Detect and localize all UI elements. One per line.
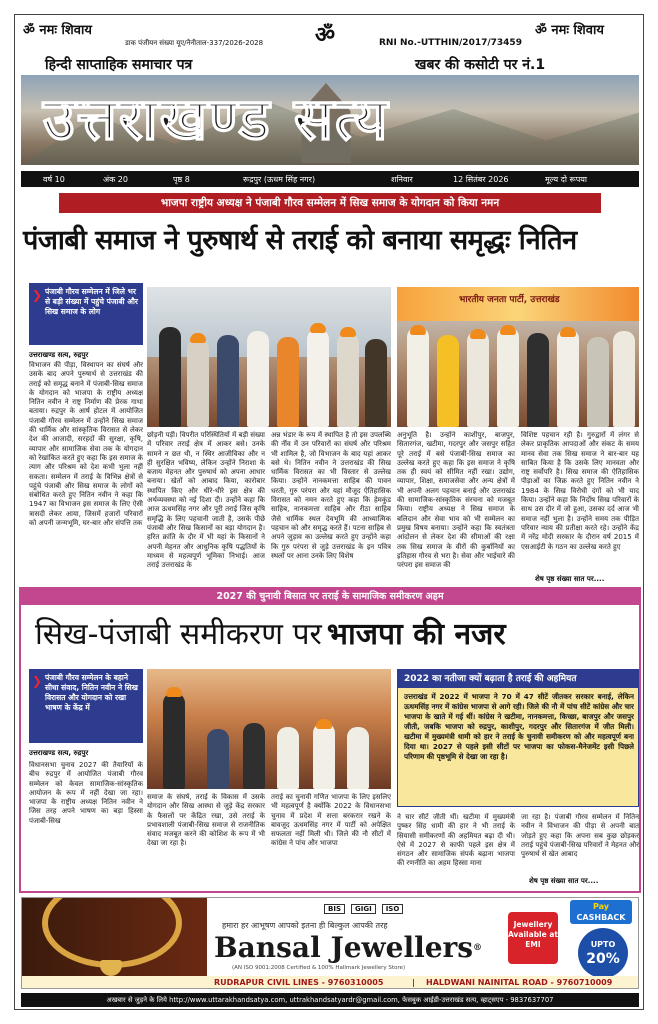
tagline-left: हिन्दी साप्ताहिक समाचार पत्र [45,57,193,73]
info-date: 12 सितंबर 2026 [453,174,509,184]
ad-name [214,932,482,964]
turban [310,323,326,333]
info-price: मूल्य दो रूपया [545,174,587,184]
corner-right: ॐ नमः शिवाय [535,23,604,38]
turban [560,327,576,337]
person [247,331,269,427]
person [497,327,519,427]
chevron-right-icon: ❯ [32,674,43,688]
newspaper-page [14,14,644,1010]
story1-col1: विभाजन की पीड़ा, विस्थापन का संघर्ष और उसके बाद अपने पुरुषार्थ से उत्तराखंड की तराई को समृद्ध बनाने में पंजाबी-सिख समाज के योगदान को भाजपा के राष्ट्रीय अध्यक्ष नितिन नवीन ने राष्ट्र निर्माण की प्रेरक गाथा बताया। रुद्रपुर के आर्ष होटल में आयोजित पंजाबी गौरव सम्मेलन में उन्होंने सिख समाज की धार्मिक और सांस्कृतिक विरासत से लेकर देश की आजादी, सरहदों की सुरक्षा, कृषि, व्यापार और सामाजिक सेवा तक के योगदान को रेखांकित करते हुए कहा कि इस समाज के त्याग और परिश्रम को देश कभी भुला नहीं सकता। सम्मेलन में तराई के विभिन्न क्षेत्रों से पहुंचे पंजाबी और सिख समाज के लोगों को संबोधित करते हुए नितिन नवीन ने कहा कि 1947 का विभाजन इस समाज के लिए ऐसी त्रासदी लेकर आया, जिसमें हजारों परिवारों को अपनी जन्मभूमि, घर-बार और संपत्ति तक [29,361,143,528]
results-box-title-bar [398,670,638,688]
story1-col2: छोड़नी पड़ी। विपरीत परिस्थितियों में बड़ी संख्या में परिवार तराई क्षेत्र में आकर बसे। उनके सामने न छत थी, न स्थिर आजीविका और न ही सुरक्षित भविष्य, लेकिन उन्होंने निराशा के बजाय मेहनत और पुरुषार्थ को अपना आधार बनाया। खेतों को आबाद किया, कारोबार स्थापित किए और धीरे-धीरे इस क्षेत्र की अर्थव्यवस्था को नई दिशा दी। उन्होंने कहा कि आज ऊधमसिंह नगर और पूरी तराई जिस कृषि समृद्धि के लिए पहचानी जाती है, उसके पीछे पंजाबी और सिख किसानों का बड़ा योगदान है। हरित क्रांति के दौर में भी यहां के किसानों ने अपनी मेहनत और आधुनिक कृषि पद्धतियों के माध्यम से महत्वपूर्ण भूमिका निभाई। आज तराई उत्तराखंड के [147,431,265,570]
postal-reg: डाक पंजीयन संख्या यूए/नैनीताल-337/2026-2028 [125,39,264,47]
discount-mid: 20% [586,951,620,967]
person [243,723,265,789]
om-symbol: ॐ [315,23,336,48]
ad-banner [21,897,639,989]
story1-continued: शेष पृष्ठ संख्या सात पर.... [535,575,605,583]
person [613,331,635,427]
story1-kicker [59,193,601,213]
corner-left: ॐ नमः शिवाय [23,23,92,38]
person [527,333,549,427]
ad-name-text: Bansal Jewellers [214,931,474,964]
cashback-mid: CASHBACK [576,913,626,922]
turban [316,719,332,729]
person [365,339,387,427]
turban [500,325,516,335]
story2-col3: तराई का चुनावी गणित भाजपा के लिए इसलिए भी महत्वपूर्ण है क्योंकि 2022 के विधानसभा चुनाव में प्रदेश में सत्ता बरकरार रखने के बावजूद ऊधमसिंह नगर में पार्टी को अपेक्षित सफलता नहीं मिली थी। जिले की नौ सीटों में कांग्रेस ने पांच और भाजपा [271,793,391,848]
info-issue: अंक 20 [103,174,128,184]
person [557,329,579,427]
story2-col1: विधानसभा चुनाव 2027 की तैयारियों के बीच रुद्रपुर में आयोजित पंजाबी गौरव सम्मेलन को केवल सामाजिक-सांस्कृतिक आयोजन के रूप में नहीं देखा जा रहा। भाजपा के राष्ट्रीय अध्यक्ष नितिन नवीन ने जिस तरह अपने भाषण का बड़ा हिस्सा पंजाबी-सिख [29,761,143,825]
person [467,331,489,427]
footer-bar [21,993,639,1007]
info-place: रूद्रपुर (ऊधम सिंह नगर) [243,174,316,184]
ad-logos [324,904,403,914]
ad-certs: (AN ISO 9001:2008 Certified & 100% Hallmark Jewellery Store) [232,965,406,971]
story2-headline-bold: भाजपा की नजर [326,617,506,652]
person [277,337,299,427]
person [337,333,359,427]
story2-headline [35,609,635,661]
necklace-pendant [100,960,122,976]
emi-badge-text: Jewellery Available at EMI [508,920,558,949]
person [307,329,329,427]
story2-sidebox [29,669,143,743]
person [163,693,185,789]
story2-headline-light: सिख-पंजाबी समीकरण पर [35,617,322,652]
story2-continued: शेष पृष्ठ संख्या सात पर.... [529,877,599,885]
story2-col4: ने चार सीटें जीती थीं। खटीमा में मुख्यमंत्री पुष्कर सिंह धामी की हार ने भी तराई के सियासी समीकरणों की अहमियत बढ़ा दी थी। ऐसे में 2027 से काफी पहले इस क्षेत्र में संगठन और सामाजिक संपर्क बढ़ाना भाजपा की रणनीति का अहम हिस्सा माना [397,813,515,868]
story1-sidebox [29,283,143,345]
person [277,727,299,789]
person [217,335,239,427]
discount-badge [578,928,628,978]
story1-col5: विशिष्ट पहचान रही है। गुरुद्वारों में लंगर से लेकर प्राकृतिक आपदाओं और संकट के समय मानव सेवा तक सिख समाज ने बार-बार यह साबित किया है कि उसके लिए मानवता और राष्ट्र सर्वोपरि है। सिख समाज की ऐतिहासिक पीड़ाओं का जिक्र करते हुए नितिन नवीन ने 1984 के सिख विरोधी दंगों को भी याद किया। उन्होंने कहा कि निर्दोष सिख परिवारों के साथ उस दौर में जो हुआ, उसका दर्द आज भी समाज नहीं भुला है। उन्होंने समय तक पीड़ित परिवार न्याय की प्रतीक्षा करते रहे। उन्होंने केंद्र में नरेंद्र मोदी सरकार के दौरान वर्ष 2015 में एसआईटी के गठन का उल्लेख करते हुए [521,431,639,551]
story2-photo [147,669,391,789]
story2-kicker [21,589,639,605]
necklace-image [32,908,192,978]
person [347,727,369,789]
story1-sidebox-text: पंजाबी गौरव सम्मेलन में जिले भर से बड़ी संख्या में पहुंचे पंजाबी और सिख समाज के लोग [45,287,138,316]
results-box-text: उत्तराखंड में 2022 में भाजपा ने 70 में 47 सीटें जीतकर सरकार बनाई, लेकिन ऊधमसिंह नगर में कांग्रेस भाजपा से आगे रही। जिले की नौ में पांच सीटें कांग्रेस और चार भाजपा के खाते में गई थीं। कांग्रेस ने खटीमा, नानकमत्ता, किच्छा, बाजपुर और जसपुर जीती, जबकि भाजपा को रुद्रपुर, काशीपुर, गदरपुर और सितारगंज में जीत मिली। खटीमा में मुख्यमंत्री धामी को हार ने तराई के चुनावी समीकरण को और महत्वपूर्ण बना दिया था। 2027 से पहले इसी सीटों पर भाजपा का फोकस-मैनेजमेंट इसी पिछले परिणाम की पृष्ठभूमि से देखा जा रहा है। [404,692,634,761]
rni-number: RNI No.-UTTHIN/2017/73459 [379,38,522,48]
turban [190,333,206,343]
registered-mark: ® [473,943,483,953]
ad-address-bar [22,976,639,989]
address-left: RUDRAPUR CIVIL LINES - 9760310005 [214,978,384,987]
info-day: शनिवार [391,174,413,184]
person [159,327,181,427]
necklace-arc [42,897,182,968]
bjp-banner-text: भारतीय जनता पार्टी, उत्तराखंड [459,295,560,305]
turban [470,329,486,339]
person [407,327,429,427]
cashback-badge [570,900,632,924]
discount-top: UPTO [590,940,616,949]
info-pages: पृष्ठ 8 [173,174,190,184]
story1-headline: पंजाबी समाज ने पुरुषार्थ से तराई को बनाया समृद्धः नितिन [23,225,577,256]
address-right: HALDWANI NAINITAL ROAD - 9760710009 [426,978,613,987]
story1-photo-right [397,287,639,427]
footer-text: अखबार से जुड़ने के लिये http://www.uttarakhandsatya.com, uttrakhandsatyardr@gmail.com, फेसबुक आईडी-उत्तराखंड सत्य, व्हाट्सएप - 9837637707 [106,996,554,1004]
story1-dateline: उत्तराखण्ड सत्य, रुद्रपुर [29,351,89,359]
cashback-top: Pay [592,902,609,911]
person [437,335,459,427]
turban [166,687,182,697]
person [587,337,609,427]
turban [410,325,426,335]
story2-col2: समाज के संघर्ष, तराई के विकास में उसके योगदान और सिख आस्था से जुड़े केंद्र सरकार के फैसलों पर केंद्रित रखा, उसे तराई के प्रभावशाली पंजाबी-सिख समाज से राजनीतिक संवाद मजबूत करने की कोशिश के रूप में भी देखा जा रहा है। [147,793,265,848]
story1-photo-left [147,287,391,427]
turban [340,327,356,337]
ad-tagline: हमारा हर आभूषण आपको इतना ही बिल्कुल आपकी तरह [222,921,388,930]
person [187,339,209,427]
gigi-logo: GIGI [351,904,376,914]
info-bar [21,171,639,187]
info-year: वर्ष 10 [43,174,65,184]
address-separator: | [412,978,415,987]
story2-col5: जा रहा है। पंजाबी गौरव सम्मेलन में नितिन नवीन ने विभाजन की पीड़ा से अपनी बात जोड़ते हुए कहा कि अपना सब कुछ छोड़कर तराई पहुंचे पंजाबी-सिख परिवारों ने मेहनत और पुरुषार्थ से खेत आबाद [521,813,639,859]
results-box-title: 2022 का नतीजा क्यों बढ़ाता है तराई की अहमियत [404,674,577,684]
story2-dateline: उत्तराखण्ड सत्य, रुद्रपुर [29,749,89,757]
story1-kicker-text: भाजपा राष्ट्रीय अध्यक्ष ने पंजाबी गौरव सम्मेलन में सिख समाज के योगदान को किया नमन [160,197,500,209]
story1-col3: अन्न भंडार के रूप में स्थापित है तो इस उपलब्धि की नींव में उन परिवारों का संघर्ष और परिश्रम भी शामिल है, जो विभाजन के बाद यहां आकर बसे थे। नितिन नवीन ने उत्तराखंड की सिख धार्मिक विरासत का भी विस्तार से उल्लेख किया। उन्होंने नानकमत्ता साहिब की पावन धरती, गुरु परंपरा और यहां मौजूद ऐतिहासिक विरासत को नमन करते हुए कहा कि हेमकुंड साहिब, नानकमत्ता साहिब और रीठा साहिब जैसे धार्मिक स्थल देवभूमि की आध्यात्मिक पहचान को और समृद्ध करते हैं। पटना साहिब से अपने जुड़ाव का उल्लेख करते हुए उन्होंने कहा कि गुरु परंपरा से जुड़े उत्तराखंड के इन पवित्र स्थलों पर आना उनके लिए विशेष [271,431,391,560]
story2-sidebox-text: पंजाबी गौरव सम्मेलन के बहाने सीधा संवाद, नितिन नवीन ने सिख विरासत और योगदान को रखा भाषण के केंद्र में [45,673,138,712]
person [207,729,229,789]
paper-title: उत्तराखण्ड सत्य [43,85,390,153]
iso-logo: ISO [382,904,404,914]
tagline-right: खबर की कसोटी पर नं.1 [415,57,546,73]
chevron-right-icon: ❯ [32,288,43,302]
masthead [15,15,644,175]
bis-logo: BIS [324,904,345,914]
results-box [397,669,639,807]
story1-col4: अनुभूति है। उन्होंने काशीपुर, बाजपुर, सितारगंज, खटीमा, गदरपुर और जसपुर सहित पूरे तराई में बसे पंजाबी-सिख समाज का उल्लेख करते हुए कहा कि इस समाज ने कृषि तक ही स्वयं को सीमित नहीं रखा। उद्योग, व्यापार, शिक्षा, समाजसेवा और अन्य क्षेत्रों में भी अपनी अलग पहचान बनाई और उत्तराखंड की सामाजिक-सांस्कृतिक संरचना को मजबूत किया। राष्ट्रीय अध्यक्ष ने सिख समाज के बलिदान और सेवा भाव को भी सम्मेलन का प्रमुख विषय बनाया। उन्होंने कहा कि स्वतंत्रता आंदोलन से लेकर देश की सीमाओं की रक्षा तक सिख समाज के वीरों की कुर्बानियों का इतिहास गौरव से भरा है। सेवा और भाईचारे की परंपरा इस समाज की [397,431,515,570]
person [313,723,335,789]
story2-kicker-text: 2027 की चुनावी बिसात पर तराई के सामाजिक समीकरण अहम [216,591,444,602]
emi-badge [508,912,558,964]
